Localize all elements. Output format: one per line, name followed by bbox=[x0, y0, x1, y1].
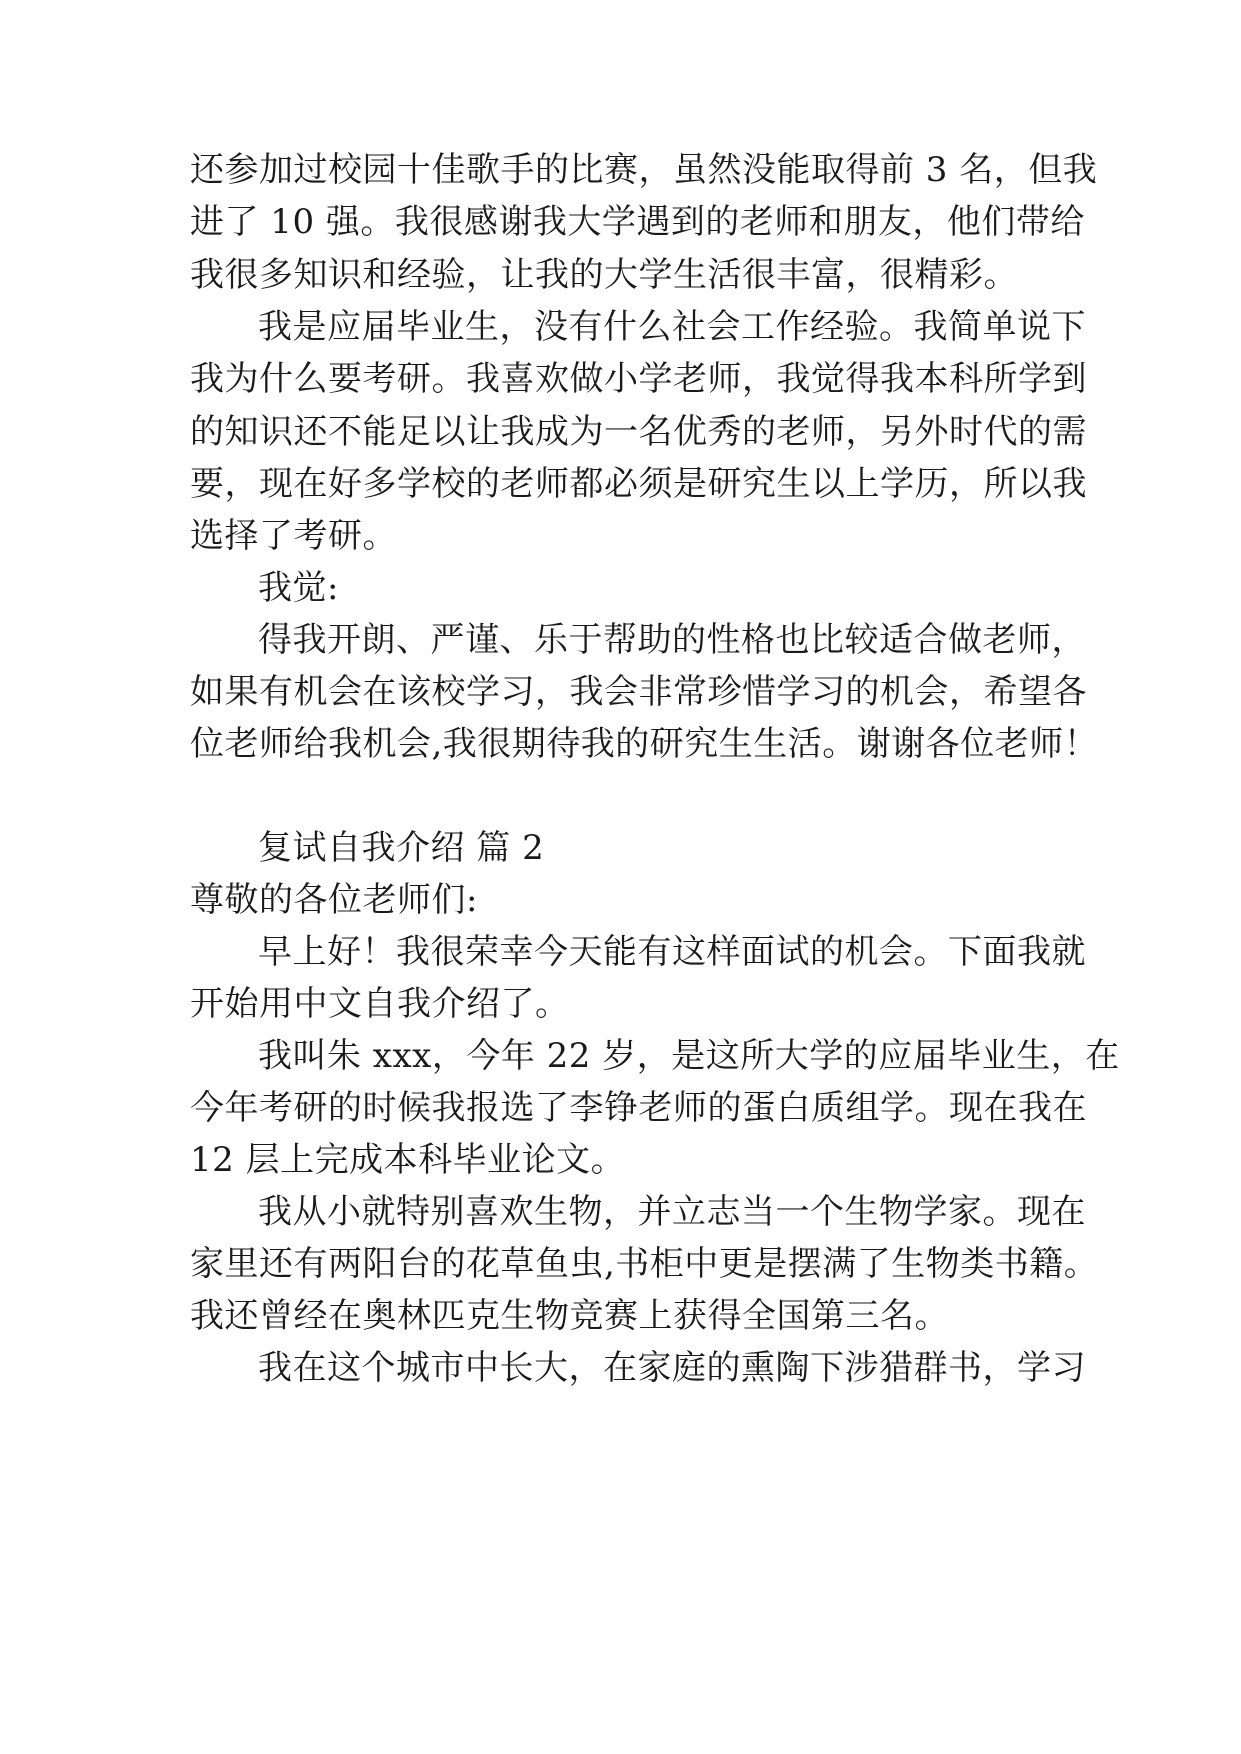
text-line: 的知识还不能足以让我成为一名优秀的老师，另外时代的需 bbox=[190, 412, 1087, 452]
salutation: 尊敬的各位老师们: bbox=[190, 880, 478, 920]
text-line: 家里还有两阳台的花草鱼虫,书柜中更是摆满了生物类书籍。 bbox=[190, 1244, 1099, 1284]
text-line: 我很多知识和经验，让我的大学生活很丰富，很精彩。 bbox=[190, 255, 1018, 295]
text-line: 早上好！我很荣幸今天能有这样面试的机会。下面我就 bbox=[258, 932, 1086, 972]
text-line: 选择了考研。 bbox=[190, 516, 397, 556]
section-heading: 复试自我介绍 篇 2 bbox=[258, 828, 545, 868]
text-line: 要，现在好多学校的老师都必须是研究生以上学历，所以我 bbox=[190, 464, 1087, 504]
text-line: 我为什么要考研。我喜欢做小学老师，我觉得我本科所学到 bbox=[190, 359, 1087, 399]
text-line: 我是应届毕业生，没有什么社会工作经验。我简单说下 bbox=[258, 307, 1086, 347]
text-line: 我还曾经在奥林匹克生物竞赛上获得全国第三名。 bbox=[190, 1296, 949, 1336]
text-line: 进了 10 强。我很感谢我大学遇到的老师和朋友，他们带给 bbox=[190, 202, 1085, 242]
text-line: 开始用中文自我介绍了。 bbox=[190, 984, 570, 1024]
text-line: 今年考研的时候我报选了李铮老师的蛋白质组学。现在我在 bbox=[190, 1088, 1087, 1128]
text-line: 我叫朱 xxx，今年 22 岁，是这所大学的应届毕业生，在 bbox=[258, 1036, 1120, 1076]
text-line: 如果有机会在该校学习，我会非常珍惜学习的机会，希望各 bbox=[190, 672, 1087, 712]
text-line: 得我开朗、严谨、乐于帮助的性格也比较适合做老师， bbox=[258, 620, 1086, 660]
text-line: 位老师给我机会,我很期待我的研究生生活。谢谢各位老师！ bbox=[190, 724, 1099, 764]
text-line: 还参加过校园十佳歌手的比赛，虽然没能取得前 3 名，但我 bbox=[190, 150, 1098, 190]
text-line: 12 层上完成本科毕业论文。 bbox=[190, 1140, 626, 1180]
text-line: 我从小就特别喜欢生物，并立志当一个生物学家。现在 bbox=[258, 1192, 1086, 1232]
text-line: 我觉: bbox=[258, 568, 339, 608]
text-line: 我在这个城市中长大，在家庭的熏陶下涉猎群书，学习 bbox=[258, 1348, 1086, 1388]
